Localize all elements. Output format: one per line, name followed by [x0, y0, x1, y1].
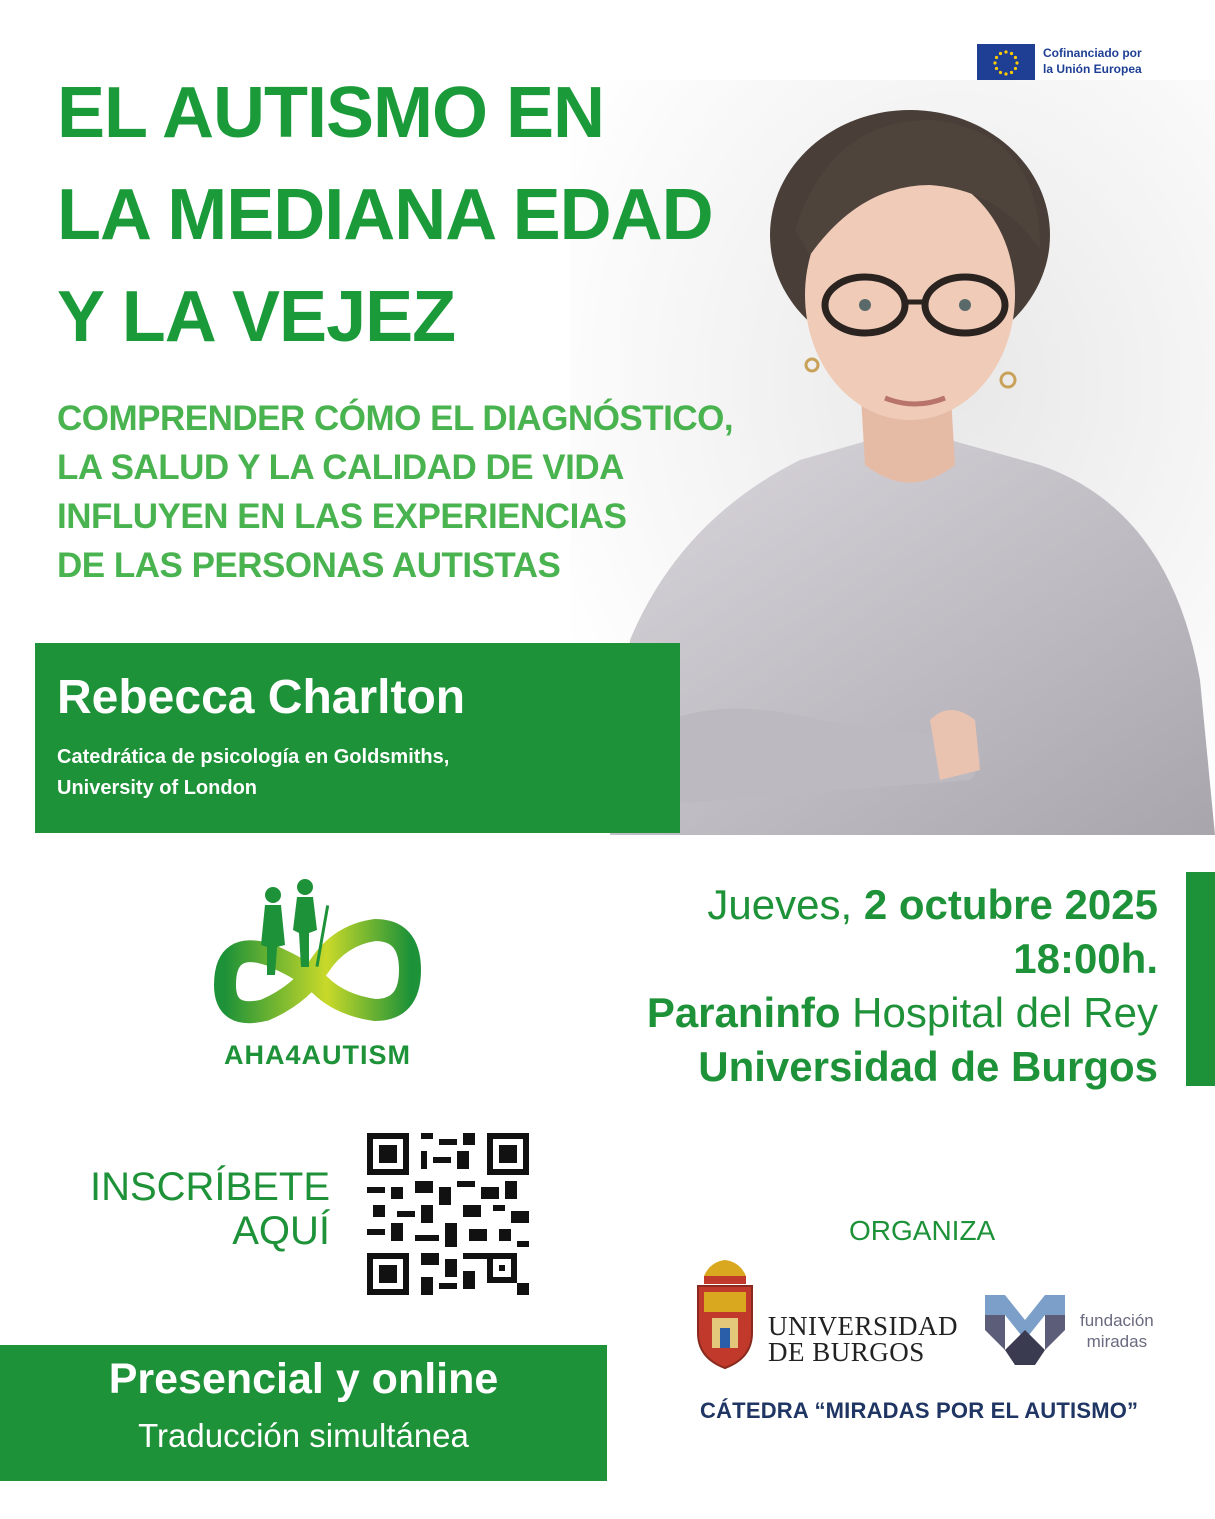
ubu-line-1: UNIVERSIDAD: [768, 1311, 958, 1341]
speaker-role-line-2: University of London: [57, 777, 257, 799]
title-line-3: Y LA VEJEZ: [57, 277, 456, 357]
eu-flag-icon: [977, 44, 1035, 82]
title-line-1: EL AUTISMO EN: [57, 73, 605, 153]
universidad-burgos-logo-text: [768, 1313, 958, 1365]
register-label: [90, 1165, 330, 1253]
fundacion-miradas-logo-icon: [975, 1285, 1075, 1375]
universidad-burgos-crest-icon: [690, 1258, 760, 1373]
attendance-mode: Presencial y online: [108, 1355, 499, 1403]
event-day: Jueves,: [707, 881, 864, 928]
register-line-2: AQUÍ: [232, 1209, 330, 1253]
event-date: 2 octubre 2025: [863, 881, 1158, 928]
eu-cofunding-text: [1043, 45, 1142, 77]
aha4autism-logo-icon: [205, 875, 430, 1045]
qr-code-icon[interactable]: [367, 1133, 529, 1295]
event-university: Universidad de Burgos: [698, 1043, 1158, 1090]
event-title: [57, 62, 713, 368]
fm-line-1: fundación: [1080, 1311, 1154, 1330]
subtitle-line-3: INFLUYEN EN LAS EXPERIENCIAS: [57, 497, 627, 536]
speaker-role-line-1: Catedrática de psicología en Goldsmiths,: [57, 746, 450, 768]
event-venue-rest: Hospital del Rey: [840, 989, 1158, 1036]
organizers-label: ORGANIZA: [849, 1215, 996, 1246]
eu-line-2: la Unión Europea: [1043, 62, 1142, 76]
fm-line-2: miradas: [1086, 1332, 1148, 1351]
event-time-line: [647, 932, 1158, 986]
fundacion-miradas-logo-text: [1080, 1310, 1154, 1352]
subtitle-line-1: COMPRENDER CÓMO EL DIAGNÓSTICO,: [57, 399, 734, 438]
event-details: [647, 878, 1158, 1094]
event-time: 18:00h.: [1013, 935, 1158, 982]
speaker-name: Rebecca Charlton: [57, 671, 466, 724]
event-subtitle: [57, 394, 733, 590]
event-accent-bar: [1186, 872, 1215, 1086]
aha4autism-logo-text: AHA4AUTISM: [223, 1040, 411, 1070]
speaker-role: [57, 742, 449, 804]
ubu-line-2: DE BURGOS: [768, 1337, 925, 1367]
event-venue-bold: Paraninfo: [646, 989, 841, 1036]
translation-note: Traducción simultánea: [138, 1417, 469, 1454]
event-date-line: [647, 878, 1158, 932]
event-university-line: [647, 1040, 1158, 1094]
subtitle-line-4: DE LAS PERSONAS AUTISTAS: [57, 546, 561, 585]
catedra-name: CÁTEDRA “MIRADAS POR EL AUTISMO”: [700, 1398, 1139, 1423]
eu-line-1: Cofinanciado por: [1043, 46, 1142, 60]
title-line-2: LA MEDIANA EDAD: [57, 175, 713, 255]
event-venue-line: [647, 986, 1158, 1040]
register-line-1: INSCRÍBETE: [89, 1165, 330, 1209]
subtitle-line-2: LA SALUD Y LA CALIDAD DE VIDA: [57, 448, 624, 487]
